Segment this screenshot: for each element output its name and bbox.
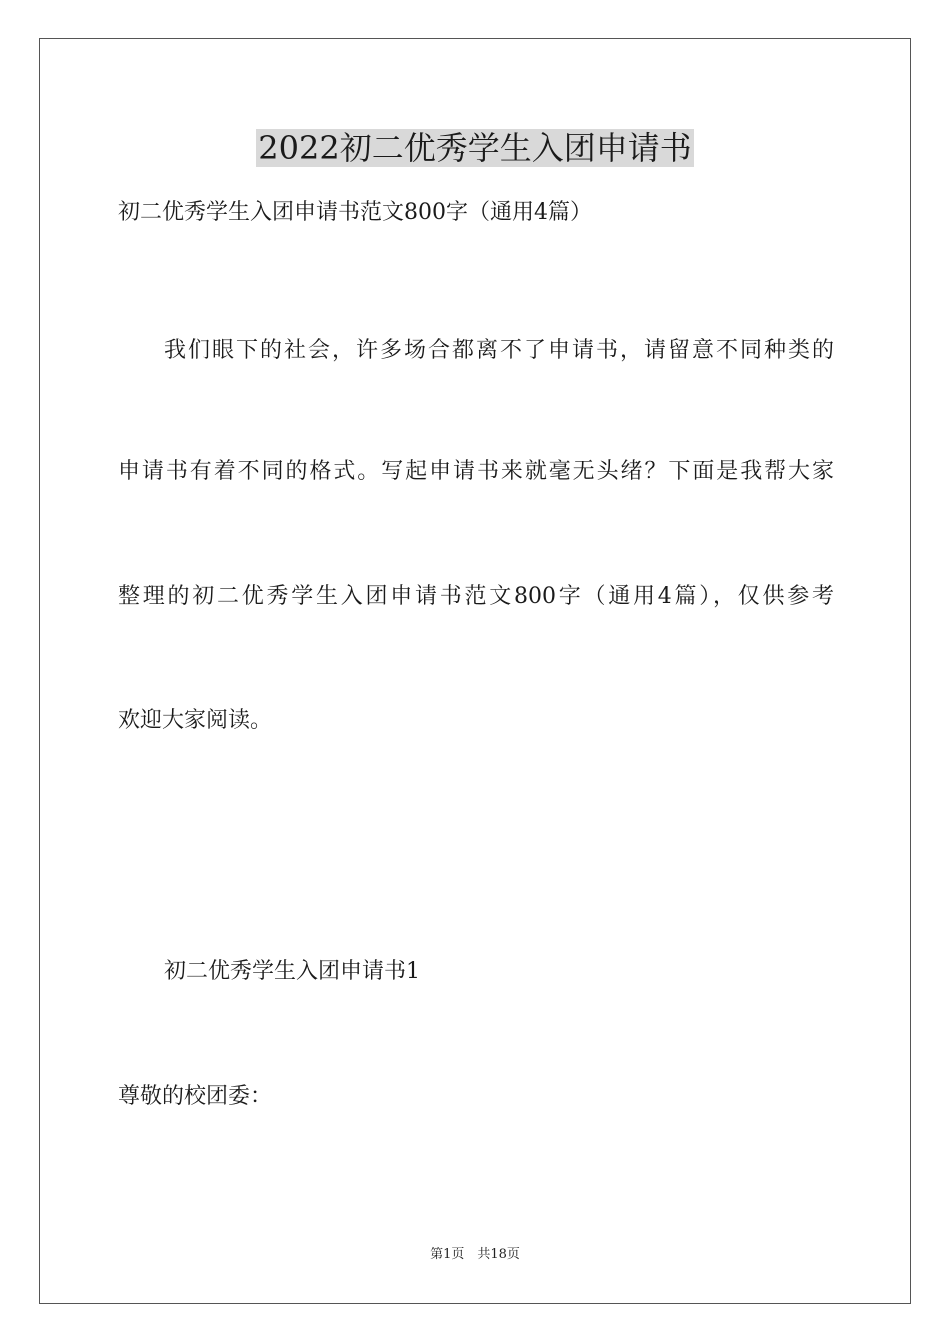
intro-paragraph-line-2 [118,457,834,487]
intro-paragraph-line-1 [164,336,834,366]
document-subtitle: 初二优秀学生入团申请书范文800字（通用4篇） [118,200,592,225]
section-heading: 初二优秀学生入团申请书1 [164,959,420,984]
salutation: 尊敬的校团委： [118,1084,273,1109]
document-title-text: 2022初二优秀学生入团申请书 [258,129,692,167]
intro-line-1-text: 我们眼下的社会，许多场合都离不了申请书，请留意不同种类的 [164,338,834,363]
page-number-footer: 第1页 共18页 [430,1247,520,1262]
intro-paragraph-line-3 [118,582,834,612]
intro-paragraph-line-4: 欢迎大家阅读。 [118,708,273,733]
intro-line-2-text: 申请书有着不同的格式。写起申请书来就毫无头绪？下面是我帮大家 [118,459,834,484]
intro-line-3-text: 整理的初二优秀学生入团申请书范文800字（通用4篇），仅供参考 [118,584,834,609]
document-title [0,126,950,170]
